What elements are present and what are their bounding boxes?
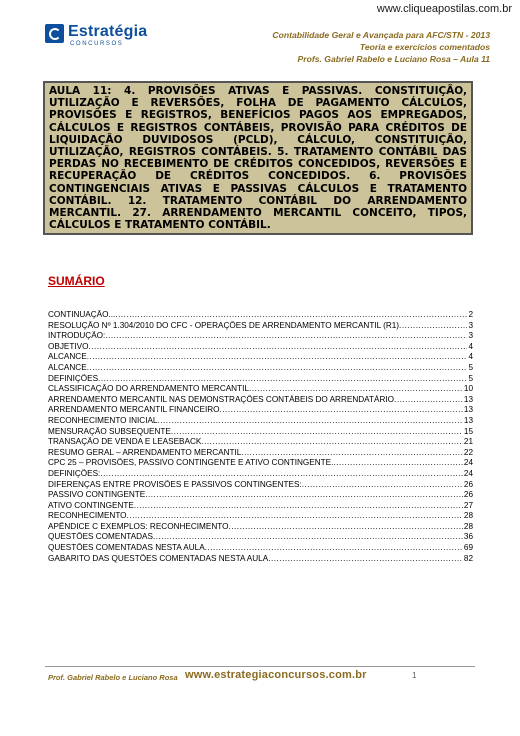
toc-entry[interactable] [48, 395, 473, 406]
toc-entry-label: PASSIVO CONTINGENTE [48, 490, 146, 500]
toc-entry-page: 28 [463, 521, 473, 531]
toc-entry[interactable] [48, 416, 473, 427]
toc-entry-label: INTRODUÇÃO: [48, 331, 106, 341]
toc-entry-page: 36 [463, 532, 473, 542]
toc-entry-label: TRANSAÇÃO DE VENDA E LEASEBACK [48, 437, 202, 447]
toc-entry[interactable] [48, 363, 473, 374]
toc-entry[interactable] [48, 437, 473, 448]
toc-entry[interactable] [48, 480, 473, 491]
toc-leader-dots [134, 501, 463, 512]
toc-entry-page: 26 [463, 479, 473, 489]
toc-entry-page: 28 [463, 511, 473, 521]
toc-entry-label: CONTINUAÇÃO... [48, 310, 116, 319]
toc-entry[interactable] [48, 554, 473, 565]
toc-entry[interactable] [48, 427, 473, 438]
toc-leader-dots [89, 342, 468, 353]
toc-leader-dots [249, 384, 463, 395]
toc-entry-page: 22 [463, 447, 473, 457]
logo-mark-icon [45, 24, 64, 43]
footer-authors: Prof. Gabriel Rabelo e Luciano Rosa [48, 673, 178, 682]
toc-entry-page: 82 [463, 553, 473, 563]
footer-divider [45, 666, 475, 667]
toc-entry-page: 13 [463, 405, 473, 415]
toc-entry-label: RECONHECIMENTO INICIAL [48, 415, 158, 425]
page-number: 1 [412, 671, 417, 680]
toc-entry-label: CPC 25 – PROVISÕES, PASSIVO CONTINGENTE E ATIVO CONTINGENTE. [48, 458, 334, 468]
toc-entry-page: 24 [463, 458, 473, 468]
toc-entry[interactable] [48, 469, 473, 480]
course-professors: Profs. Gabriel Rabelo e Luciano Rosa – Aula 11 [297, 54, 490, 64]
toc-entry[interactable] [48, 352, 473, 363]
toc-leader-dots [115, 310, 467, 321]
toc-entry-label: GABARITO DAS QUESTÕES COMENTADAS NESTA AULA [48, 553, 269, 563]
toc-leader-dots [87, 363, 468, 374]
toc-leader-dots [241, 448, 463, 459]
toc-entry-page: 5 [468, 362, 473, 372]
toc-entry-label: APÊNDICE C EXEMPLOS: RECONHECIMENTO [48, 521, 229, 531]
course-subtitle: Teoria e exercícios comentados [359, 42, 490, 52]
toc-leader-dots [333, 458, 462, 469]
toc-leader-dots [228, 522, 462, 533]
toc-entry-page: 21 [463, 437, 473, 447]
toc-entry-label: QUESTÕES COMENTADAS NESTA AULA [48, 543, 205, 553]
source-url: www.cliqueapostilas.com.br [376, 3, 512, 15]
toc-leader-dots [100, 469, 463, 480]
toc-entry-label: ALCANCE [48, 362, 87, 372]
toc-leader-dots [105, 331, 467, 342]
toc-entry-label: OBJETIVO [48, 341, 89, 351]
toc-entry[interactable] [48, 331, 473, 342]
toc-entry-label: ALCANCE [48, 352, 87, 362]
course-header [272, 29, 490, 65]
toc-entry-page: 4 [468, 352, 473, 362]
toc-entry-label: ATIVO CONTINGENTE [48, 500, 134, 510]
toc-entry-page: 13 [463, 415, 473, 425]
estrategia-logo [45, 24, 155, 50]
toc-leader-dots [394, 395, 463, 406]
toc-leader-dots [220, 405, 463, 416]
toc-entry-label: RESOLUÇÃO Nº 1.304/2010 DO CFC - OPERAÇÕES DE ARRENDAMENTO MERCANTIL (R1) [48, 320, 400, 330]
toc-entry-label: RECONHECIMENTO [48, 511, 127, 521]
toc-entry-page: 2 [468, 310, 473, 319]
toc-entry[interactable] [48, 490, 473, 501]
toc-entry-page: 13 [463, 394, 473, 404]
toc-entry-page: 15 [463, 426, 473, 436]
toc-entry-label: CLASSIFICAÇÃO DO ARRENDAMENTO MERCANTIL [48, 384, 249, 394]
toc-entry[interactable] [48, 405, 473, 416]
toc-entry-label: MENSURAÇÃO SUBSEQUENTE [48, 426, 171, 436]
toc-entry-label: ARRENDAMENTO MERCANTIL NAS DEMONSTRAÇÕES CONTÁBEIS DO ARRENDATÁRIO [48, 394, 395, 404]
toc-entry[interactable] [48, 458, 473, 469]
toc-entry[interactable] [48, 384, 473, 395]
toc-leader-dots [127, 511, 463, 522]
toc-leader-dots [268, 554, 463, 565]
toc-entry[interactable] [48, 511, 473, 522]
toc-entry-label: DEFINIÇÕES: [48, 468, 101, 478]
toc-entry[interactable] [48, 543, 473, 554]
lesson-title-box [43, 81, 473, 235]
toc-entry-page: 27 [463, 500, 473, 510]
toc-entry[interactable] [48, 501, 473, 512]
toc-leader-dots [201, 437, 463, 448]
toc-entry-page: 5 [468, 373, 473, 383]
toc-entry[interactable] [48, 374, 473, 385]
lesson-title: AULA 11: 4. PROVISÕES ATIVAS E PASSIVAS. CONSTITUIÇÃO, UTILIZAÇÃO E REVERSÕES, FOLHA DE PAGAMENTO CÁLCULOS, PROVISÕES E REGISTROS, BENEFÍCIOS PAGOS AOS EMPREGADOS, CÁLCULOS E REGISTROS CONTÁBEIS, PROVISÃO PARA CRÉDITOS DE LIQUIDAÇÃO DUVIDOSOS (PCLD), CÁLCULO, CONSTITUIÇÃO, UTILIZAÇÃO, REGISTROS CONTÁBEIS. 5. TRATAMENTO CONTÁBIL DAS PERDAS NO RECEBIMENTO DE CRÉDITOS CONCEDIDOS, REVERSÕES E RECUPERAÇÃO DE CRÉDITOS CONCEDIDOS. 6. PROVISÕES CONTINGENCIAIS ATIVAS E PASSIVAS CÁLCULOS E TRATAMENTO CONTÁBIL. 12. TRATAMENTO CONTÁBIL DO ARRENDAMENTO MERCANTIL. 27. ARRENDAMENTO MERCANTIL CONCEITO, TIPOS, CÁLCULOS E TRATAMENTO CONTÁBIL. [49, 85, 467, 232]
toc-leader-dots [98, 374, 467, 385]
toc-entry-page: 3 [468, 331, 473, 341]
toc-leader-dots [87, 352, 468, 363]
course-title: Contabilidade Geral e Avançada para AFC/STN - 2013 [272, 30, 490, 40]
toc-entry-page: 3 [468, 320, 473, 330]
toc-leader-dots [157, 416, 462, 427]
toc-entry-page: 26 [463, 490, 473, 500]
toc-entry-page: 69 [463, 543, 473, 553]
toc-leader-dots [145, 490, 463, 501]
summary-heading: SUMÁRIO [48, 274, 105, 288]
logo-subtitle: CONCURSOS [70, 41, 124, 47]
logo-name: Estratégia [68, 23, 148, 40]
table-of-contents [48, 310, 473, 564]
toc-leader-dots [153, 532, 463, 543]
toc-entry[interactable] [48, 532, 473, 543]
toc-entry[interactable] [48, 321, 473, 332]
toc-entry-page: 24 [463, 468, 473, 478]
footer-website[interactable]: www.estrategiaconcursos.com.br [185, 669, 367, 681]
toc-leader-dots [205, 543, 463, 554]
toc-entry-page: 10 [463, 384, 473, 394]
toc-entry-label: DEFINIÇÕES [48, 373, 99, 383]
toc-entry[interactable] [48, 448, 473, 459]
toc-leader-dots [399, 321, 467, 332]
toc-leader-dots [171, 427, 463, 438]
toc-leader-dots [302, 480, 463, 491]
toc-entry-page: 4 [468, 341, 473, 351]
toc-entry-label: ARRENDAMENTO MERCANTIL FINANCEIRO [48, 405, 220, 415]
toc-entry[interactable] [48, 310, 473, 321]
toc-entry[interactable] [48, 342, 473, 353]
toc-entry-label: QUESTÕES COMENTADAS [48, 532, 153, 542]
toc-entry-label: RESUMO GERAL – ARRENDAMENTO MERCANTIL [48, 447, 242, 457]
toc-entry[interactable] [48, 522, 473, 533]
toc-entry-label: DIFERENÇAS ENTRE PROVISÕES E PASSIVOS CONTINGENTES: [48, 479, 302, 489]
